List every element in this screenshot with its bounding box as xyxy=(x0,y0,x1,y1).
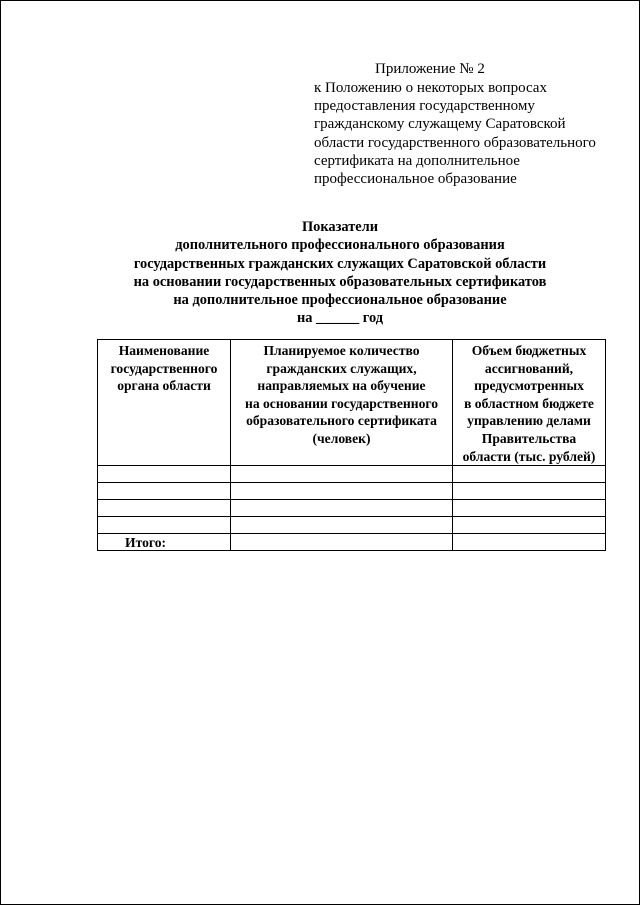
heading-line: государственных гражданских служащих Саратовской области xyxy=(133,255,547,272)
table-cell xyxy=(98,466,231,483)
table-cell xyxy=(231,466,453,483)
table-cell xyxy=(453,517,606,534)
table-row xyxy=(98,466,606,483)
header-budget-volume: Объем бюджетных ассигнований, предусмотренных в областном бюджете управлению делами Правительства области (тыс. рублей) xyxy=(453,340,606,466)
heading-line: Показатели xyxy=(301,219,379,235)
table-row xyxy=(98,483,606,500)
indicators-table xyxy=(97,339,606,551)
appendix-line: к Положению о некоторых вопросах xyxy=(314,80,547,96)
table-cell xyxy=(231,500,453,517)
heading-line: на дополнительное профессиональное образование xyxy=(173,292,507,309)
appendix-line: предоставления государственному xyxy=(314,98,535,115)
header-planned-count: Планируемое количество гражданских служащих, направляемых на обучение на основании государственного образовательного сертификата (человек) xyxy=(231,340,453,466)
appendix-description xyxy=(314,79,596,188)
table-row xyxy=(98,500,606,517)
document-heading xyxy=(60,218,620,328)
appendix-line: профессиональное образование xyxy=(314,171,517,188)
appendix-line: области государственного образовательного xyxy=(314,134,596,151)
heading-line: на ______ год xyxy=(296,310,384,327)
appendix-line: сертификата на дополнительное xyxy=(314,152,520,169)
table-cell xyxy=(98,500,231,517)
appendix-line: гражданскому служащему Саратовской xyxy=(314,116,566,133)
table-cell xyxy=(453,534,606,551)
table-total-row xyxy=(98,534,606,551)
table-cell xyxy=(453,500,606,517)
table-cell xyxy=(453,483,606,500)
appendix-title: Приложение № 2 xyxy=(375,61,485,77)
table-cell xyxy=(98,517,231,534)
table-cell xyxy=(231,483,453,500)
table-cell xyxy=(453,466,606,483)
table-cell xyxy=(98,483,231,500)
table-cell xyxy=(231,517,453,534)
total-label: Итого: xyxy=(98,534,231,551)
table-header-row xyxy=(98,340,606,466)
table-cell xyxy=(231,534,453,551)
table-row xyxy=(98,517,606,534)
heading-line: на основании государственных образовательных сертификатов xyxy=(133,273,547,290)
header-organ-name: Наименование государственного органа области xyxy=(98,340,231,466)
heading-line: дополнительного профессионального образования xyxy=(175,237,505,254)
